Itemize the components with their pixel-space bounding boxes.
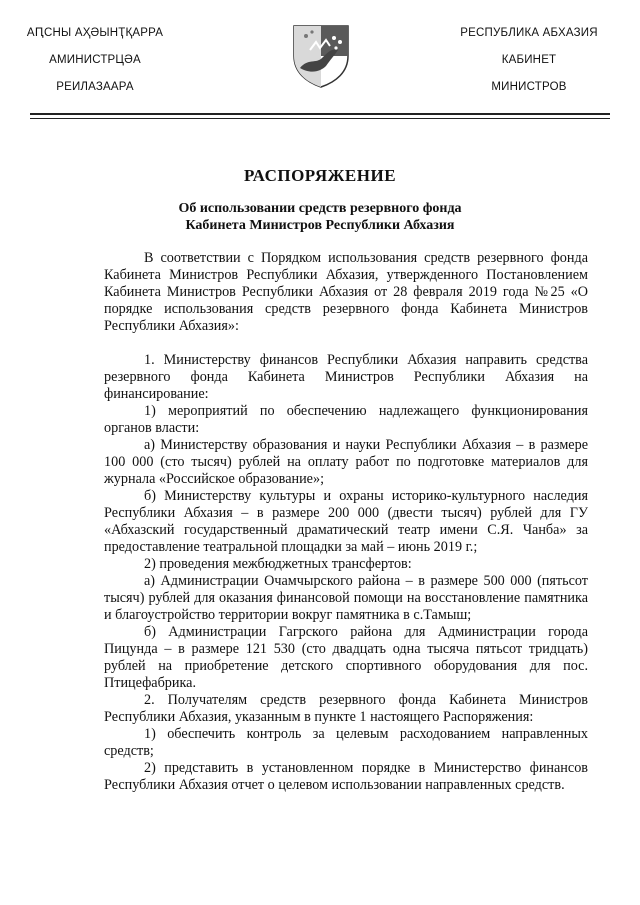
state-emblem-icon [286,20,356,90]
header-divider-thin [30,118,610,119]
paragraph-item-1-2-a: а) Администрации Очамчырского района – в размере 500 000 (пятьсот тысяч) рублей для оказания финансовой помощи на восстановление памятника и благоустройство территории вокруг памятника в с.Тамыш; [104,573,588,623]
paragraph-item-1: 1. Министерству финансов Республики Абхазия направить средства резервного фонда Кабинета Министров Республики Абхазия на финансирование: [104,352,588,402]
header-left-line-3: РЕИЛАЗААРА [56,81,134,93]
header-left-line-2: АМИНИСТРЦӘА [49,54,141,66]
document-title: РАСПОРЯЖЕНИЕ [243,166,397,185]
header-divider-thick [30,113,610,115]
paragraph-preamble: В соответствии с Порядком использования средств резервного фонда Кабинета Министров Республики Абхазия, утвержденного Постановлением Кабинета Министров Республики Абхазия от 28 февраля 2019 года №25 «О порядке использования средств резервного фонда Кабинета Министров Республики Абхазия»: [104,250,588,334]
paragraph-item-2: 2. Получателям средств резервного фонда Кабинета Министров Республики Абхазия, указанным в пункте 1 настоящего Распоряжения: [104,692,588,725]
document-body [104,250,588,794]
document-subject [0,200,640,234]
header-right-line-2: КАБИНЕТ [501,54,557,66]
paragraph-item-1-1-a: а) Министерству образования и науки Республики Абхазия – в размере 100 000 (сто тысяч) рублей на оплату работ по подготовке материалов для журнала «Российское образование»; [104,437,588,487]
paragraph-item-2-2: 2) представить в установленном порядке в Министерство финансов Республики Абхазия отчет о целевом использовании направленных средств. [104,760,588,793]
paragraph-item-1-1: 1) мероприятий по обеспечению надлежащего функционирования органов власти: [104,403,588,436]
paragraph-item-1-1-b: б) Министерству культуры и охраны историко-культурного наследия Республики Абхазия – в размере 200 000 (двести тысяч) рублей для ГУ «Абхазский государственный драматический театр имени С.Я. Чанба» за предоставление театральной площадки за май – июнь 2019 г.; [104,488,588,555]
paragraph-item-1-2: 2) проведения межбюджетных трансфертов: [144,556,412,572]
header-right-line-1: РЕСПУБЛИКА АБХАЗИЯ [460,27,598,39]
header-left-block [10,26,180,107]
paragraph-item-1-2-b: б) Администрации Гагрского района для Администрации города Пицунда – в размере 121 530 (сто двадцать одна тысяча пятьсот тридцать) рублей на приобретение детского спортивного оборудования для пос. Птицефабрика. [104,624,588,691]
header-right-line-3: МИНИСТРОВ [491,81,567,93]
header-left-line-1: АԤСНЫ АҲӘЫНҬҚАРРА [26,27,164,39]
header-right-block [444,26,614,107]
subject-line-1: Об использовании средств резервного фонда [178,201,462,216]
paragraph-item-2-1: 1) обеспечить контроль за целевым расходованием направленных средств; [104,726,588,759]
subject-line-2: Кабинета Министров Республики Абхазия [185,218,455,233]
